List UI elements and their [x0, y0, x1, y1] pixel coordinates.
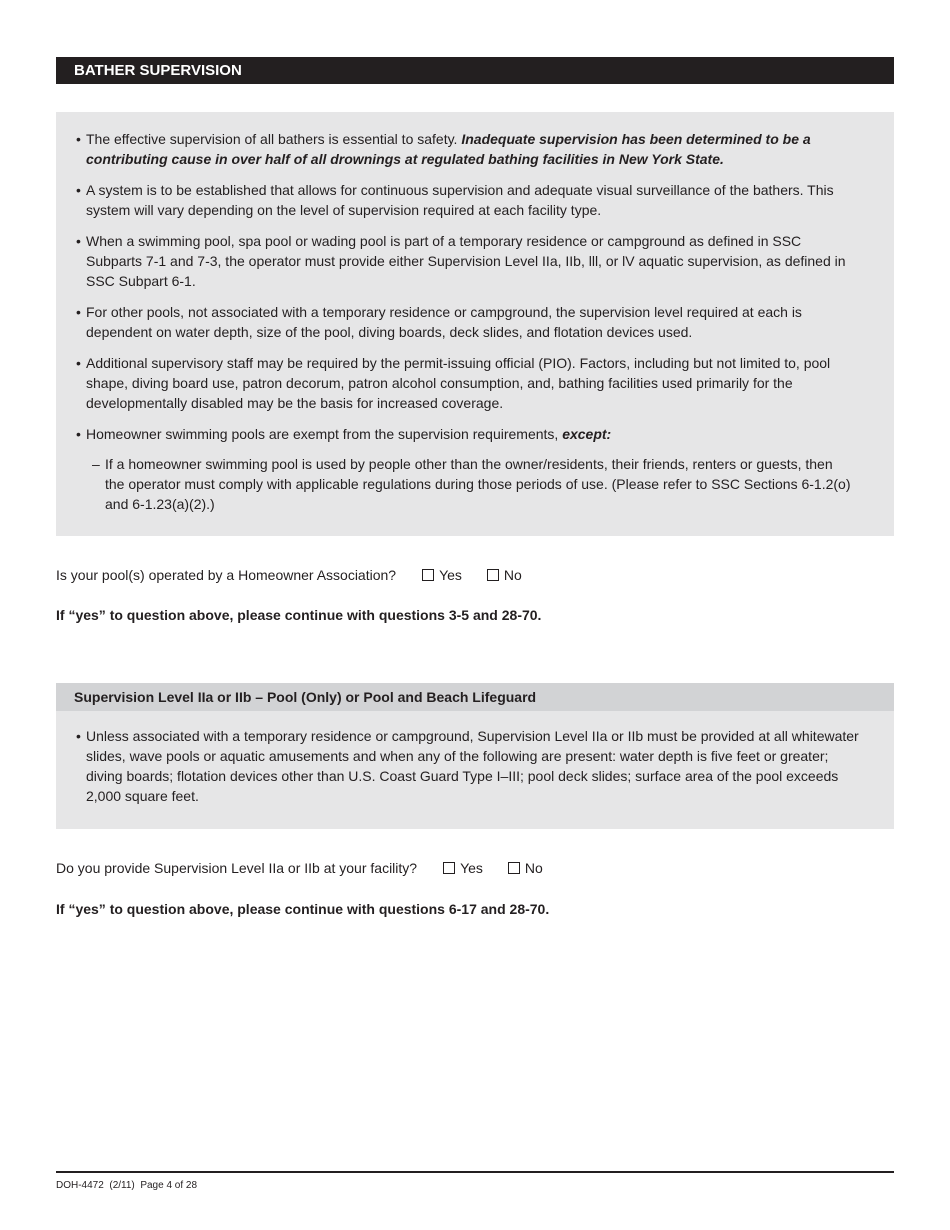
yes-label: Yes — [439, 567, 462, 583]
no-checkbox[interactable] — [508, 862, 520, 874]
no-option[interactable] — [487, 565, 522, 585]
form-id: DOH-4472 — [56, 1180, 104, 1191]
page-number: Page 4 of 28 — [140, 1180, 198, 1191]
section-title: BATHER SUPERVISION — [56, 57, 894, 84]
level-ii-info-box — [56, 711, 894, 829]
question-text: Is your pool(s) operated by a Homeowner Association? — [56, 567, 397, 583]
bullet-text: Unless associated with a temporary residence or campground, Supervision Level IIa or IIb must be provided at all whitewater slides, wave pools or aquatic amusements and when any of the following are present: water depth is five feet or greater; diving boards; flotation devices other than U.S. Coast Guard Type I–III; pool deck slides; surface area of the pool exceeds 2,000 square feet. — [86, 728, 859, 804]
no-checkbox[interactable] — [487, 569, 499, 581]
homeowner-exception-item — [76, 454, 854, 514]
bullet-text: Homeowner swimming pools are exempt from the supervision requirements, — [86, 426, 563, 442]
bullet-text: When a swimming pool, spa pool or wading pool is part of a temporary residence or campground as defined in SSC Subparts 7-1 and 7-3, the operator must provide either Supervision Level IIa, IIb, lll, or lV aquatic supervision, as defined in SSC Subpart 6-1. — [86, 233, 846, 289]
yes-checkbox[interactable] — [422, 569, 434, 581]
subsection-title: Supervision Level IIa or IIb – Pool (Only) or Pool and Beach Lifeguard — [56, 683, 894, 711]
bullet-item-system — [76, 180, 854, 220]
bullet-text: For other pools, not associated with a temporary residence or campground, the supervision level required at each is dependent on water depth, size of the pool, diving boards, deck slides, and flotation devices used. — [86, 304, 802, 340]
yes-label: Yes — [460, 860, 483, 876]
page-footer — [56, 1179, 197, 1193]
bullet-item-temporary-residence — [76, 231, 854, 291]
yes-checkbox[interactable] — [443, 862, 455, 874]
bullet-item-additional-staff — [76, 353, 854, 413]
no-label: No — [524, 860, 543, 876]
bullet-item-level-ii — [76, 726, 864, 806]
bullet-item-homeowner-pools — [76, 424, 854, 444]
no-label: No — [503, 567, 522, 583]
bullet-text: The effective supervision of all bathers is essential to safety. — [86, 131, 462, 147]
question-text: Do you provide Supervision Level IIa or IIb at your facility? — [56, 860, 418, 876]
instruction-question1: If “yes” to question above, please continue with questions 3-5 and 28-70. — [56, 607, 542, 623]
bullet-text: Additional supervisory staff may be required by the permit-issuing official (PIO). Factors, including but not limited to, pool shape, diving board use, patron decorum, patron alcohol consumption, and, bathing facilities used primarily for the developmentally disabled may be the basis for increased coverage. — [86, 355, 831, 411]
form-revision: (2/11) — [109, 1180, 135, 1191]
supervision-bullet-list — [76, 129, 854, 444]
no-option[interactable] — [508, 858, 543, 878]
bullet-emphasis: except: — [562, 426, 612, 442]
bullet-item-other-pools — [76, 302, 854, 342]
yes-option[interactable] — [422, 565, 462, 585]
level-ii-bullet-list — [76, 726, 864, 806]
instruction-question2: If “yes” to question above, please continue with questions 6-17 and 28-70. — [56, 901, 550, 917]
dash-marker: – — [92, 456, 100, 472]
bullet-item-effective-supervision — [76, 129, 854, 169]
footer-divider — [56, 1171, 894, 1173]
bullet-emphasis: Inadequate supervision has been determined to be a contributing cause in over half of all drownings at regulated bathing facilities in New York State. — [86, 131, 811, 167]
sub-item-text: If a homeowner swimming pool is used by people other than the owner/residents, their friends, renters or guests, then the operator must comply with applicable regulations during those periods of use. (Please refer to SSC Sections 6-1.2(o) and 6-1.23(a)(2).) — [105, 456, 851, 512]
question-homeowner-association — [56, 565, 522, 585]
question-supervision-level — [56, 858, 543, 878]
bullet-text: A system is to be established that allows for continuous supervision and adequate visual surveillance of the bathers. This system will vary depending on the level of supervision required at each facility type. — [86, 182, 834, 218]
supervision-info-box — [56, 112, 894, 536]
yes-option[interactable] — [443, 858, 483, 878]
